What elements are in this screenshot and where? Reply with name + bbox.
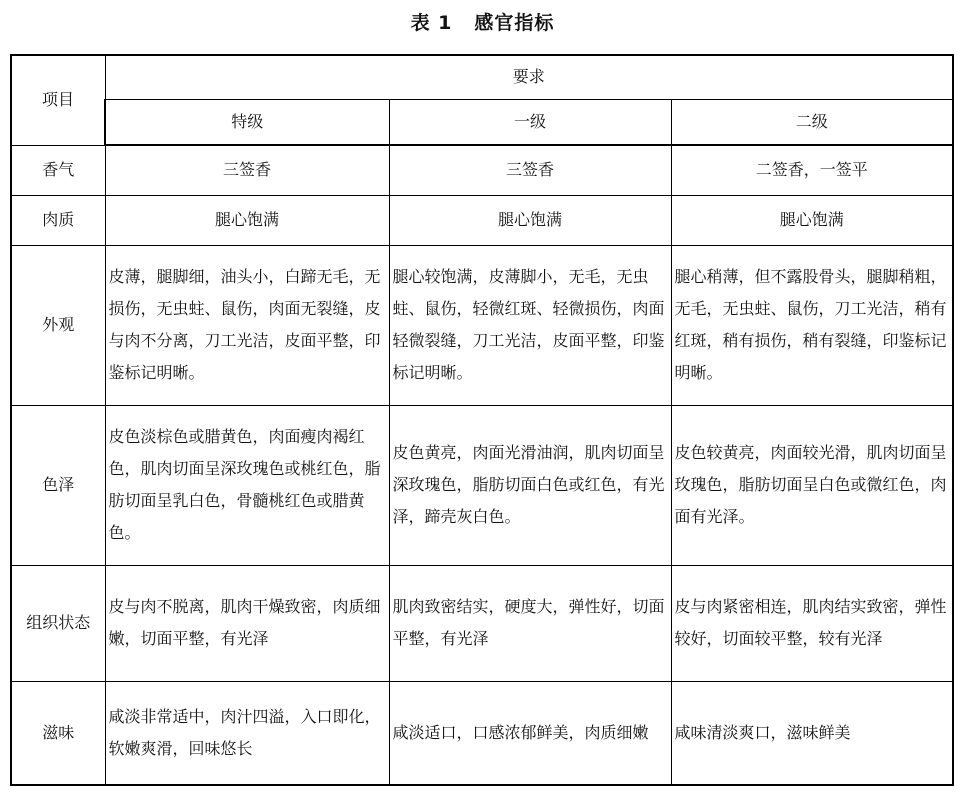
table-row <box>11 195 953 245</box>
cell-appearance-second: 腿心稍薄，但不露股骨头，腿脚稍粗，无毛，无虫蛀、鼠伤，刀工光洁，稍有红斑，稍有损伤，稍有裂缝，印鉴标记明晰。 <box>671 245 953 405</box>
cell-appearance-first: 腿心较饱满，皮薄脚小，无毛，无虫蛀、鼠伤，轻微红斑、轻微损伤，肉面轻微裂缝，刀工光洁，皮面平整，印鉴标记明晰。 <box>389 245 671 405</box>
row-label-texture: 组织状态 <box>11 565 105 681</box>
row-label-aroma: 香气 <box>11 145 105 195</box>
row-label-color: 色泽 <box>11 405 105 565</box>
cell-taste-premium: 咸淡非常适中，肉汁四溢，入口即化，软嫩爽滑，回味悠长 <box>105 681 389 785</box>
cell-aroma-premium: 三签香 <box>105 145 389 195</box>
table-row <box>11 405 953 565</box>
row-label-appearance: 外观 <box>11 245 105 405</box>
cell-texture-premium: 皮与肉不脱离，肌肉干燥致密，肉质细嫩，切面平整，有光泽 <box>105 565 389 681</box>
cell-aroma-second: 二签香，一签平 <box>671 145 953 195</box>
table-row <box>11 245 953 405</box>
header-requirement-cell: 要求 <box>105 55 953 99</box>
row-label-meat-quality: 肉质 <box>11 195 105 245</box>
table-caption: 感官指标 <box>474 12 555 34</box>
header-grade-second: 二级 <box>671 99 953 145</box>
cell-appearance-premium: 皮薄，腿脚细，油头小，白蹄无毛，无损伤，无虫蛀、鼠伤，肉面无裂缝，皮与肉不分离，刀工光洁，皮面平整，印鉴标记明晰。 <box>105 245 389 405</box>
table-row <box>11 145 953 195</box>
table-title <box>0 8 965 35</box>
cell-color-premium: 皮色淡棕色或腊黄色，肉面瘦肉褐红色，肌肉切面呈深玫瑰色或桃红色，脂肪切面呈乳白色，骨髓桃红色或腊黄色。 <box>105 405 389 565</box>
header-grade-premium: 特级 <box>105 99 389 145</box>
sensory-index-table <box>10 54 954 786</box>
cell-color-first: 皮色黄亮，肉面光滑油润，肌肉切面呈深玫瑰色，脂肪切面白色或红色，有光泽，蹄壳灰白色。 <box>389 405 671 565</box>
header-grade-first: 一级 <box>389 99 671 145</box>
table-row <box>11 565 953 681</box>
header-item-cell: 项目 <box>11 55 105 145</box>
cell-color-second: 皮色较黄亮，肉面较光滑，肌肉切面呈玫瑰色，脂肪切面呈白色或微红色，肉面有光泽。 <box>671 405 953 565</box>
table-row <box>11 681 953 785</box>
row-label-taste: 滋味 <box>11 681 105 785</box>
cell-meat-second: 腿心饱满 <box>671 195 953 245</box>
cell-aroma-first: 三签香 <box>389 145 671 195</box>
cell-texture-first: 肌肉致密结实，硬度大，弹性好，切面平整，有光泽 <box>389 565 671 681</box>
cell-taste-first: 咸淡适口，口感浓郁鲜美，肉质细嫩 <box>389 681 671 785</box>
cell-meat-premium: 腿心饱满 <box>105 195 389 245</box>
cell-taste-second: 咸味清淡爽口，滋味鲜美 <box>671 681 953 785</box>
table-number: 表 1 <box>410 12 453 34</box>
cell-meat-first: 腿心饱满 <box>389 195 671 245</box>
cell-texture-second: 皮与肉紧密相连，肌肉结实致密，弹性较好，切面较平整，较有光泽 <box>671 565 953 681</box>
